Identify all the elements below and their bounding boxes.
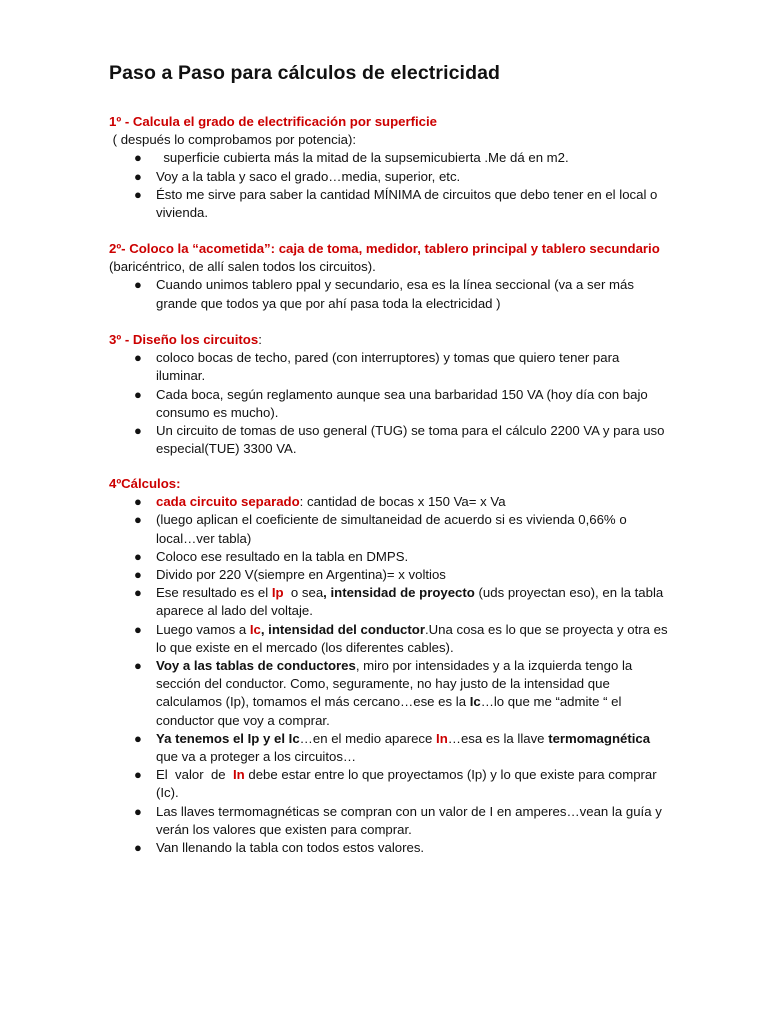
list-item: ● Cada boca, según reglamento aunque sea una barbaridad 150 VA (hoy día con bajo consumo es mucho).: [134, 386, 648, 420]
list-item: ● Van llenando la tabla con todos estos valores.: [109, 839, 669, 857]
section-1-intro: ( después lo comprobamos por potencia):: [109, 132, 357, 148]
list-item: ● Un circuito de tomas de uso general (TUG) se toma para el cálculo 2200 VA y para uso especial(TUE) 3300 VA.: [134, 423, 665, 457]
list-item: ● Ese resultado es el Ip o sea, intensidad de proyecto (uds proyectan eso), en la tabla aparece al lado del voltaje.: [134, 585, 664, 619]
page-title: Paso a Paso para cálculos de electricidad: [109, 62, 501, 84]
list-item: ● Ya tenemos el Ip y el Ic…en el medio aparece In…esa es la llave termomagnética que va a proteger a los circuitos…: [134, 730, 651, 765]
bullet-icon: ●: [134, 494, 142, 510]
bullet-icon: ●: [134, 567, 142, 583]
bullet-icon: ●: [134, 423, 142, 439]
bullet-icon: ●: [134, 168, 142, 184]
section-4-list: [109, 493, 669, 857]
bullet-icon: ●: [134, 658, 142, 674]
bullet-icon: ●: [134, 512, 142, 528]
bullet-icon: ●: [134, 386, 142, 402]
bullet-icon: ●: [134, 277, 142, 293]
bullet-icon: ●: [134, 730, 142, 746]
list-item: ● Voy a la tabla y saco el grado…media, superior, etc.: [109, 168, 669, 186]
list-item: ● Coloco ese resultado en la tabla en DMPS.: [109, 548, 669, 566]
bullet-icon: ●: [134, 186, 142, 202]
list-item: ● El valor de In debe estar entre lo que proyectamos (Ip) y lo que existe para comprar (Ic).: [134, 767, 657, 801]
list-item: ● cada circuito separado: cantidad de bocas x 150 Va= x Va: [109, 493, 669, 511]
list-item: ● Cuando unimos tablero ppal y secundario, esa es la línea seccional (va a ser más grande que todos ya que por ahí pasa toda la electricidad ): [134, 277, 634, 311]
bullet-icon: ●: [134, 840, 142, 856]
list-item: ● superficie cubierta más la mitad de la supsemicubierta .Me dá en m2.: [109, 149, 669, 167]
bullet-icon: ●: [134, 767, 142, 783]
section-4-heading: 4ºCálculos:: [109, 476, 181, 491]
section-1: [109, 113, 669, 222]
list-item: ● Divido por 220 V(siempre en Argentina)= x voltios: [109, 566, 669, 584]
list-item: ● Luego vamos a Ic, intensidad del conductor.Una cosa es lo que se proyecta y otra es lo que existe en el mercado (los diferentes cables).: [134, 621, 668, 655]
bullet-icon: ●: [134, 150, 142, 166]
list-item: ● Las llaves termomagnéticas se compran con un valor de I en amperes…vean la guía y verán los valores que existen para comprar.: [134, 803, 662, 837]
section-2-heading: 2º- Coloco la “acometida”: caja de toma, medidor, tablero principal y tablero secundario (baricéntrico, de allí salen todos los circuitos).: [109, 241, 660, 275]
bullet-icon: ●: [134, 548, 142, 564]
section-3: [109, 331, 669, 458]
section-4: [109, 475, 669, 857]
bullet-icon: ●: [134, 350, 142, 366]
list-item: ● Ésto me sirve para saber la cantidad MÍNIMA de circuitos que debo tener en el local o vivienda.: [134, 186, 658, 221]
bullet-icon: ●: [134, 803, 142, 819]
section-2-list: [109, 276, 669, 312]
section-3-list: [109, 349, 669, 458]
section-2: [109, 240, 669, 313]
list-item: ● (luego aplican el coeficiente de simultaneidad de acuerdo si es vivienda 0,66% o local…ver tabla): [134, 512, 627, 546]
list-item: ● Voy a las tablas de conductores, miro por intensidades y a la izquierda tengo la sección del conductor. Como, seguramente, no hay justo de la intensidad que calculamos (Ip), tomamos el más cercano…ese es la Ic…lo que me “admite “ el conductor que voy a comprar.: [134, 658, 633, 728]
list-item: ● coloco bocas de techo, pared (con interruptores) y tomas que quiero tener para iluminar.: [134, 350, 620, 384]
section-3-heading: 3º - Diseño los circuitos:: [109, 332, 262, 347]
bullet-icon: ●: [134, 585, 142, 601]
bullet-icon: ●: [134, 621, 142, 637]
section-1-list: [109, 149, 669, 222]
section-1-heading: 1º - Calcula el grado de electrificación por superficie: [109, 114, 438, 129]
